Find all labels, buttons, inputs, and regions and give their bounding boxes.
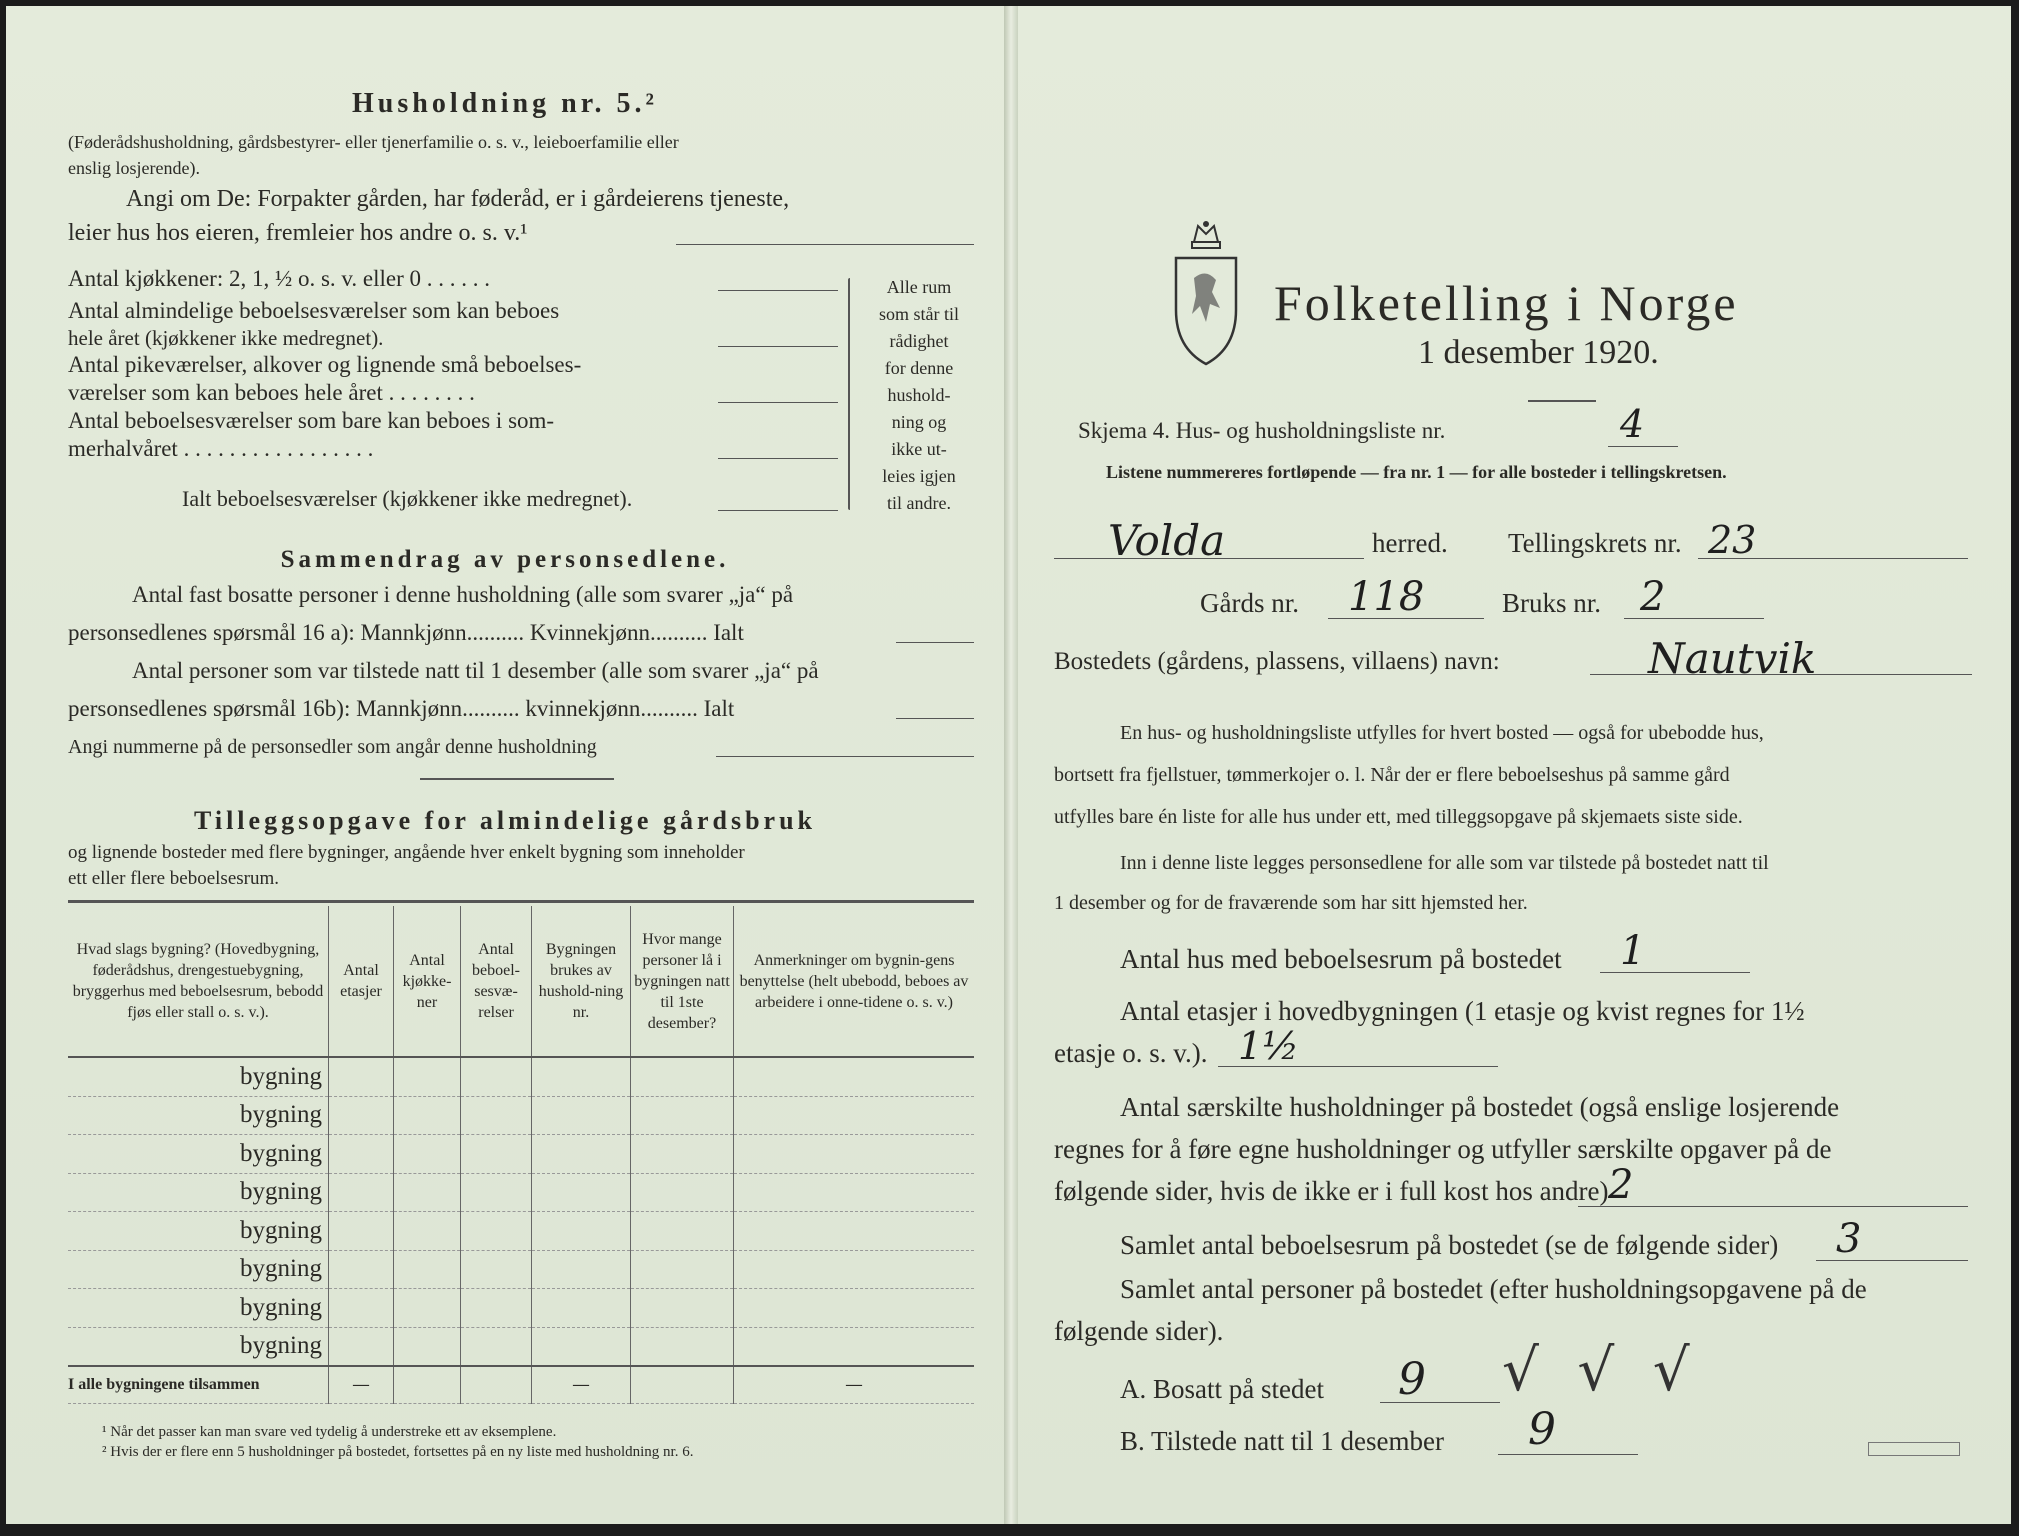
col-rooms: Antal beboel-sesvæ-relser — [461, 906, 532, 1057]
side-note-line: ning og — [891, 412, 947, 432]
summary-line-5: Angi nummerne på de personsedler som angår denne husholdning — [68, 736, 597, 758]
row-label: bygning — [68, 1135, 329, 1174]
check-marks: √ √ √ — [1502, 1336, 1700, 1404]
schema-label: Skjema 4. Hus- og husholdningsliste nr. — [1078, 418, 1446, 443]
table-row[interactable] — [68, 1289, 974, 1328]
rooms-answer-line-2[interactable] — [718, 346, 838, 347]
herred-value[interactable]: Volda — [1108, 516, 1226, 565]
rooms-total: Ialt beboelsesværelser (kjøkkener ikke medregnet). — [182, 486, 633, 511]
col-household-no: Bygningen brukes av hushold-ning nr. — [532, 906, 631, 1057]
row-label: bygning — [68, 1096, 329, 1135]
col-persons: Hvor mange personer lå i bygningen natt til 1ste desember? — [631, 906, 734, 1057]
summary-numbers-line[interactable] — [716, 756, 974, 757]
col-kitchens: Antal kjøkke-ner — [394, 906, 461, 1057]
schema-line — [1608, 446, 1678, 447]
q-etasjer-value[interactable]: 1½ — [1238, 1024, 1300, 1068]
table-row[interactable] — [68, 1212, 974, 1251]
title-rule — [1528, 400, 1596, 402]
rooms-summer-2: merhalvåret . . . . . . . . . . . . . . . . . — [68, 436, 374, 461]
bruks-line — [1624, 618, 1764, 619]
left-page — [6, 6, 1004, 1524]
row-label: bygning — [68, 1289, 329, 1328]
rooms-small-2: værelser som kan beboes hele året . . . . . . . . — [68, 380, 475, 405]
rooms-answer-line-1[interactable] — [718, 290, 838, 291]
a-label: A. Bosatt på stedet — [1120, 1374, 1324, 1404]
total-label: I alle bygningene tilsammen — [68, 1366, 329, 1404]
table-top-rule — [68, 900, 974, 903]
q-hush-2: regnes for å føre egne husholdninger og utfyller særskilte opgaver på de — [1054, 1134, 1832, 1164]
a-line — [1380, 1402, 1500, 1403]
bosted-label: Bostedets (gårdens, plassens, villaens) navn: — [1054, 648, 1500, 675]
a-value[interactable]: 9 — [1398, 1354, 1426, 1405]
table-row[interactable] — [68, 1327, 974, 1366]
gards-value[interactable]: 118 — [1348, 574, 1425, 620]
gards-label: Gårds nr. — [1200, 588, 1299, 618]
census-form-sheet — [6, 6, 2011, 1524]
q-pers-2: følgende sider). — [1054, 1316, 1224, 1346]
total-dash: — — [329, 1366, 394, 1404]
household-intro-2: enslig losjerende). — [68, 158, 200, 178]
summary-title: Sammendrag av personsedlene. — [280, 546, 730, 573]
instruction-4: Inn i denne liste legges personsedlene for alle som var tilstede på bostedet natt til — [1120, 852, 1769, 874]
printer-stamp — [1868, 1442, 1960, 1456]
side-note-line: som står til — [879, 304, 959, 324]
side-brace — [848, 278, 850, 510]
row-label: bygning — [68, 1212, 329, 1251]
q-etasjer-1: Antal etasjer i hovedbygningen (1 etasje og kvist regnes for 1½ — [1120, 996, 1805, 1026]
q-hus-line — [1600, 972, 1750, 973]
col-floors: Antal etasjer — [329, 906, 394, 1057]
rooms-regular-2: hele året (kjøkkener ikke medregnet). — [68, 326, 384, 350]
question-line-1: Angi om De: Forpakter gården, har føderåd, er i gårdeierens tjeneste, — [126, 186, 790, 212]
col-remarks: Anmerkninger om bygnin-gens benyttelse (helt ubebodd, beboes av arbeidere i onne-tidene o. s. v.) — [734, 906, 975, 1057]
q-rum-value[interactable]: 3 — [1836, 1216, 1862, 1262]
side-note-line: Alle rum — [886, 277, 952, 297]
schema-number[interactable]: 4 — [1620, 402, 1645, 446]
instruction-2: bortsett fra fjellstuer, tømmerkojer o. l. Når der er flere beboelseshus på samme gård — [1054, 764, 1730, 786]
section-divider — [420, 778, 614, 780]
right-page — [1018, 6, 2011, 1524]
b-line — [1498, 1454, 1638, 1455]
footnote-1: ¹ Når det passer kan man svare ved tydelig å understreke ett av eksemplene. — [102, 1424, 557, 1440]
krets-value[interactable]: 23 — [1708, 518, 1757, 562]
rooms-answer-line-3[interactable] — [718, 402, 838, 403]
q-rum-line — [1816, 1260, 1968, 1261]
supplement-text-2: ett eller flere beboelsesrum. — [68, 868, 280, 889]
household-intro-1: (Føderådshusholdning, gårdsbestyrer- eller tjenerfamilie o. s. v., leieboerfamilie eller — [68, 132, 679, 152]
question-answer-line[interactable] — [676, 244, 974, 245]
b-label: B. Tilstede natt til 1 desember — [1120, 1426, 1444, 1456]
listing-note: Listene nummereres fortløpende — fra nr. 1 — for alle bosteder i tellingskretsen. — [1106, 462, 1727, 482]
rooms-summer: Antal beboelsesværelser som bare kan beboes i som- — [68, 408, 555, 433]
summary-line-1: Antal fast bosatte personer i denne husholdning (alle som svarer „ja“ på — [132, 582, 794, 607]
bruks-label: Bruks nr. — [1502, 588, 1602, 618]
total-dash: — — [734, 1366, 975, 1404]
q-hush-1: Antal særskilte husholdninger på bostedet (også enslige losjerende — [1120, 1092, 1840, 1122]
table-total-row — [68, 1366, 974, 1404]
row-label: bygning — [68, 1173, 329, 1212]
krets-label: Tellingskrets nr. — [1508, 528, 1682, 558]
side-note-line: for denne — [884, 358, 954, 378]
rooms-small: Antal pikeværelser, alkover og lignende små beboelses- — [68, 352, 582, 377]
summary-line-2: personsedlenes spørsmål 16 a): Mannkjønn.......... Kvinnekjønn.......... Ialt — [68, 620, 744, 645]
q-rum-label: Samlet antal beboelsesrum på bostedet (se de følgende sider) — [1120, 1230, 1779, 1260]
side-note-line: ikke ut- — [891, 439, 947, 459]
side-note — [864, 274, 974, 517]
row-label: bygning — [68, 1057, 329, 1096]
norway-coat-of-arms-icon — [1170, 218, 1242, 368]
herred-label: herred. — [1372, 528, 1448, 558]
table-row[interactable] — [68, 1057, 974, 1096]
supplement-text-1: og lignende bosteder med flere bygninger, angående hver enkelt bygning som inneholder — [68, 842, 745, 863]
q-pers-1: Samlet antal personer på bostedet (efter husholdningsopgavene på de — [1120, 1274, 1867, 1304]
summary-line-4: personsedlenes spørsmål 16b): Mannkjønn.......... kvinnekjønn.......... Ialt — [68, 696, 735, 721]
total-dash: — — [532, 1366, 631, 1404]
b-value[interactable]: 9 — [1528, 1404, 1556, 1455]
question-line-2: leier hus hos eieren, fremleier hos andre o. s. v.¹ — [68, 220, 528, 246]
q-hush-3: følgende sider, hvis de ikke er i full kost hos andre) — [1054, 1176, 1609, 1206]
household-title: Husholdning nr. 5.² — [352, 88, 658, 119]
side-note-line: leies igjen — [882, 466, 956, 486]
rooms-regular: Antal almindelige beboelsesværelser som kan beboes — [68, 298, 560, 323]
q-hus-value[interactable]: 1 — [1620, 928, 1646, 974]
q-etasjer-line — [1218, 1066, 1498, 1067]
rooms-answer-line-4[interactable] — [718, 458, 838, 459]
footnote-2: ² Hvis der er flere enn 5 husholdninger på bostedet, fortsettes på en ny liste med husholdning nr. 6. — [102, 1444, 694, 1460]
q-etasjer-2: etasje o. s. v.). — [1054, 1038, 1208, 1068]
row-label: bygning — [68, 1250, 329, 1289]
instruction-3: utfylles bare én liste for alle hus under ett, med tilleggsopgave på skjemaets siste side. — [1054, 806, 1743, 828]
table-row[interactable] — [68, 1250, 974, 1289]
q-hush-value[interactable]: 2 — [1608, 1162, 1634, 1208]
krets-line — [1698, 558, 1968, 559]
table-row[interactable] — [68, 1096, 974, 1135]
side-note-line: til andre. — [887, 493, 951, 513]
col-building-type: Hvad slags bygning? (Hovedbygning, føderådshus, drengestuebygning, bryggerhus med beboelsesrum, bebodd fjøs eller stall o. s. v.). — [68, 906, 329, 1057]
gards-line — [1328, 618, 1484, 619]
census-title: Folketelling i Norge — [1274, 275, 1739, 331]
summary-total-line-1[interactable] — [896, 642, 974, 643]
bosted-value[interactable]: Nautvik — [1648, 634, 1817, 683]
bosted-line — [1590, 674, 1972, 675]
table-row[interactable] — [68, 1135, 974, 1174]
instruction-1: En hus- og husholdningsliste utfylles for hvert bosted — også for ubebodde hus, — [1120, 722, 1764, 744]
instruction-5: 1 desember og for de fraværende som har sitt hjemsted her. — [1054, 892, 1528, 914]
q-hus-label: Antal hus med beboelsesrum på bostedet — [1120, 944, 1562, 974]
summary-total-line-2[interactable] — [896, 718, 974, 719]
census-date: 1 desember 1920. — [1418, 334, 1659, 371]
rooms-total-line[interactable] — [718, 510, 838, 511]
side-note-line: hushold- — [887, 385, 951, 405]
row-label: bygning — [68, 1327, 329, 1366]
page-fold — [1004, 6, 1018, 1524]
summary-line-3: Antal personer som var tilstede natt til 1 desember (alle som svarer „ja“ på — [132, 658, 819, 683]
bruks-value[interactable]: 2 — [1640, 574, 1666, 620]
rooms-kitchens: Antal kjøkkener: 2, 1, ½ o. s. v. eller 0 . . . . . . — [68, 266, 491, 291]
building-table — [68, 906, 974, 1404]
side-note-line: rådighet — [889, 331, 949, 351]
supplement-title: Tilleggsopgave for almindelige gårdsbruk — [193, 806, 817, 835]
q-hush-line — [1578, 1206, 1968, 1207]
table-row[interactable] — [68, 1173, 974, 1212]
